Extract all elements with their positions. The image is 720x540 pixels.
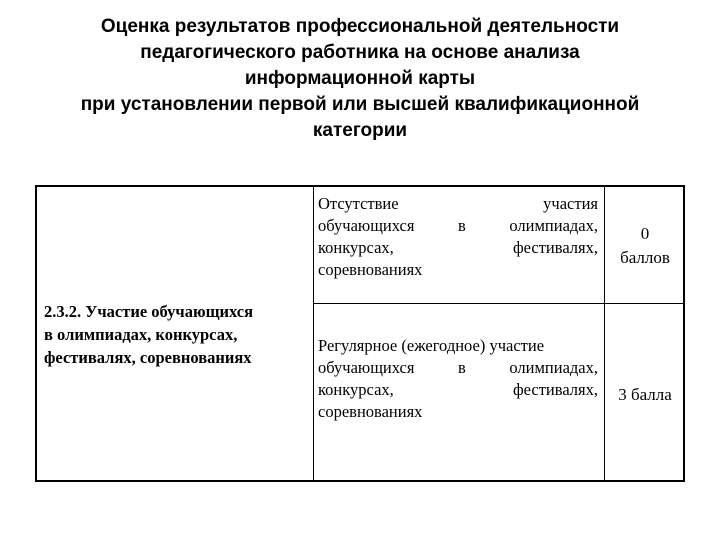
points-cell (605, 383, 685, 407)
title-line: категории (312, 120, 408, 141)
criterion-cell (44, 300, 306, 369)
criterion-line: в олимпиадах, конкурсах, (44, 325, 238, 344)
criterion-line: 2.3.2. Участие обучающихся (44, 302, 254, 321)
title-line: при установлении первой или высшей квалификационной (80, 94, 640, 115)
description-line: конкурсах, фестивалях, (318, 238, 598, 257)
description-line: конкурсах, фестивалях, (318, 380, 598, 399)
table-divider (313, 303, 685, 304)
points-line: баллов (620, 248, 670, 267)
description-line: соревнованиях (318, 402, 423, 421)
points-line: 3 балла (618, 385, 672, 404)
description-line: обучающихся в олимпиадах, (318, 358, 598, 377)
description-line: Отсутствие участия (318, 194, 598, 213)
description-line: Регулярное (ежегодное) участие (318, 336, 545, 355)
title-line: Оценка результатов профессиональной деятельности (100, 16, 620, 37)
title-line: информационной карты (244, 68, 476, 89)
description-cell (318, 335, 598, 423)
table-divider (313, 185, 314, 482)
points-cell (605, 222, 685, 270)
page-title (40, 14, 680, 144)
description-line: соревнованиях (318, 260, 423, 279)
description-cell (318, 193, 598, 281)
points-line: 0 (640, 224, 650, 243)
description-line: обучающихся в олимпиадах, (318, 216, 598, 235)
title-line: педагогического работника на основе анализа (140, 42, 580, 63)
criterion-line: фестивалях, соревнованиях (44, 348, 252, 367)
